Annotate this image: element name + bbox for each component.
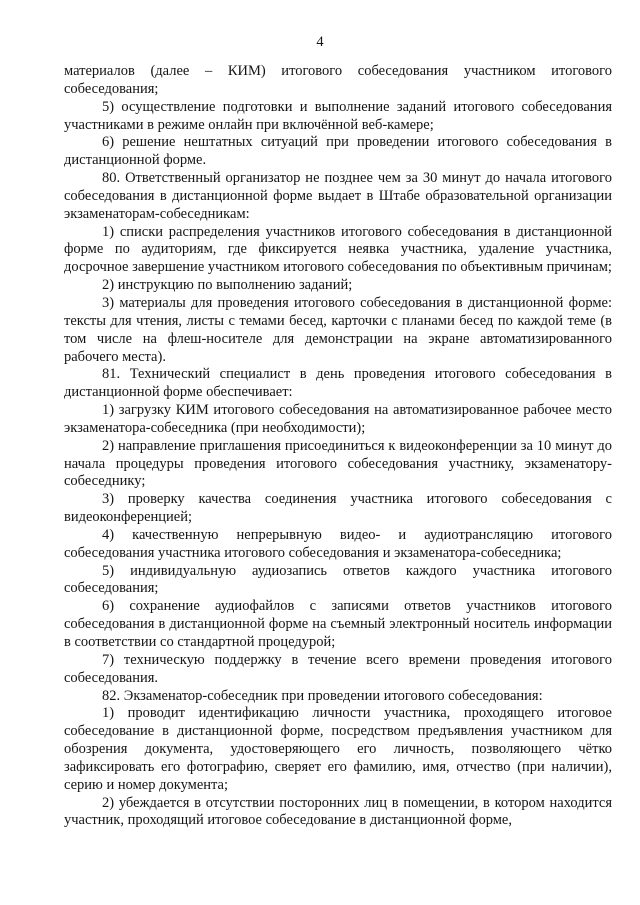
page-number: 4 <box>316 34 324 50</box>
paragraph: 7) техническую поддержку в течение всего времени проведения итогового собеседования. <box>64 651 612 686</box>
paragraph: 5) индивидуальную аудиозапись ответов каждого участника итогового собеседования; <box>64 562 612 597</box>
paragraph: 1) проводит идентификацию личности участника, проходящего итоговое собеседование в дистанционной форме, посредством предъявления участником для обозрения документа, удостоверяющего его личность, позволяющего чётко зафиксировать его фотографию, сверяет его фамилию, имя, отчество (при наличии), серию и номер документа; <box>64 705 612 793</box>
paragraph: 5) осуществление подготовки и выполнение заданий итогового собеседования участниками в режиме онлайн при включённой веб-камере; <box>64 98 612 133</box>
paragraph: 80. Ответственный организатор не позднее чем за 30 минут до начала итогового собеседования в дистанционной форме выдает в Штабе образовательной организации экзаменаторам-собеседникам: <box>64 170 612 222</box>
paragraph: 81. Технический специалист в день проведения итогового собеседования в дистанционной форме обеспечивает: <box>64 366 612 401</box>
paragraph: 6) сохранение аудиофайлов с записями ответов участников итогового собеседования в дистанционной форме на съемный электронный носитель информации в соответствии со стандартной процедурой; <box>64 598 612 650</box>
paragraph: 2) убеждается в отсутствии посторонних лиц в помещении, в котором находится участник, проходящий итоговое собеседование в дистанционной форме, <box>64 794 612 829</box>
paragraph: 2) инструкцию по выполнению заданий; <box>102 277 353 294</box>
paragraph: материалов (далее – КИМ) итогового собеседования участником итогового собеседования; <box>64 63 612 97</box>
paragraph: 2) направление приглашения присоединиться к видеоконференции за 10 минут до начала процедуры проведения итогового собеседования участнику, экзаменатору-собеседнику; <box>64 437 612 490</box>
paragraph: 3) проверку качества соединения участника итогового собеседования с видеоконференцией; <box>64 491 612 526</box>
paragraph: 6) решение нештатных ситуаций при проведении итогового собеседования в дистанционной форме. <box>64 134 612 169</box>
paragraph: 1) списки распределения участников итогового собеседования в дистанционной форме по аудиториям, где фиксируется неявка участника, удаление участника, досрочное завершение участником итогового собеседования по объективным причинам; <box>64 223 612 276</box>
document-body <box>64 63 612 830</box>
paragraph: 3) материалы для проведения итогового собеседования в дистанционной форме: тексты для чтения, листы с темами бесед, карточки с планами бесед по каждой теме (в том числе на флеш-носителе для демонстрации на экране автоматизированного рабочего места). <box>64 294 612 365</box>
paragraph: 1) загрузку КИМ итогового собеседования на автоматизированное рабочее место экзаменатора-собеседника (при необходимости); <box>64 402 612 436</box>
paragraph: 4) качественную непрерывную видео- и аудиотрансляцию итогового собеседования участника итогового собеседования и экзаменатора-собеседника; <box>64 526 612 561</box>
paragraph: 82. Экзаменатор-собеседник при проведении итогового собеседования: <box>102 687 543 704</box>
